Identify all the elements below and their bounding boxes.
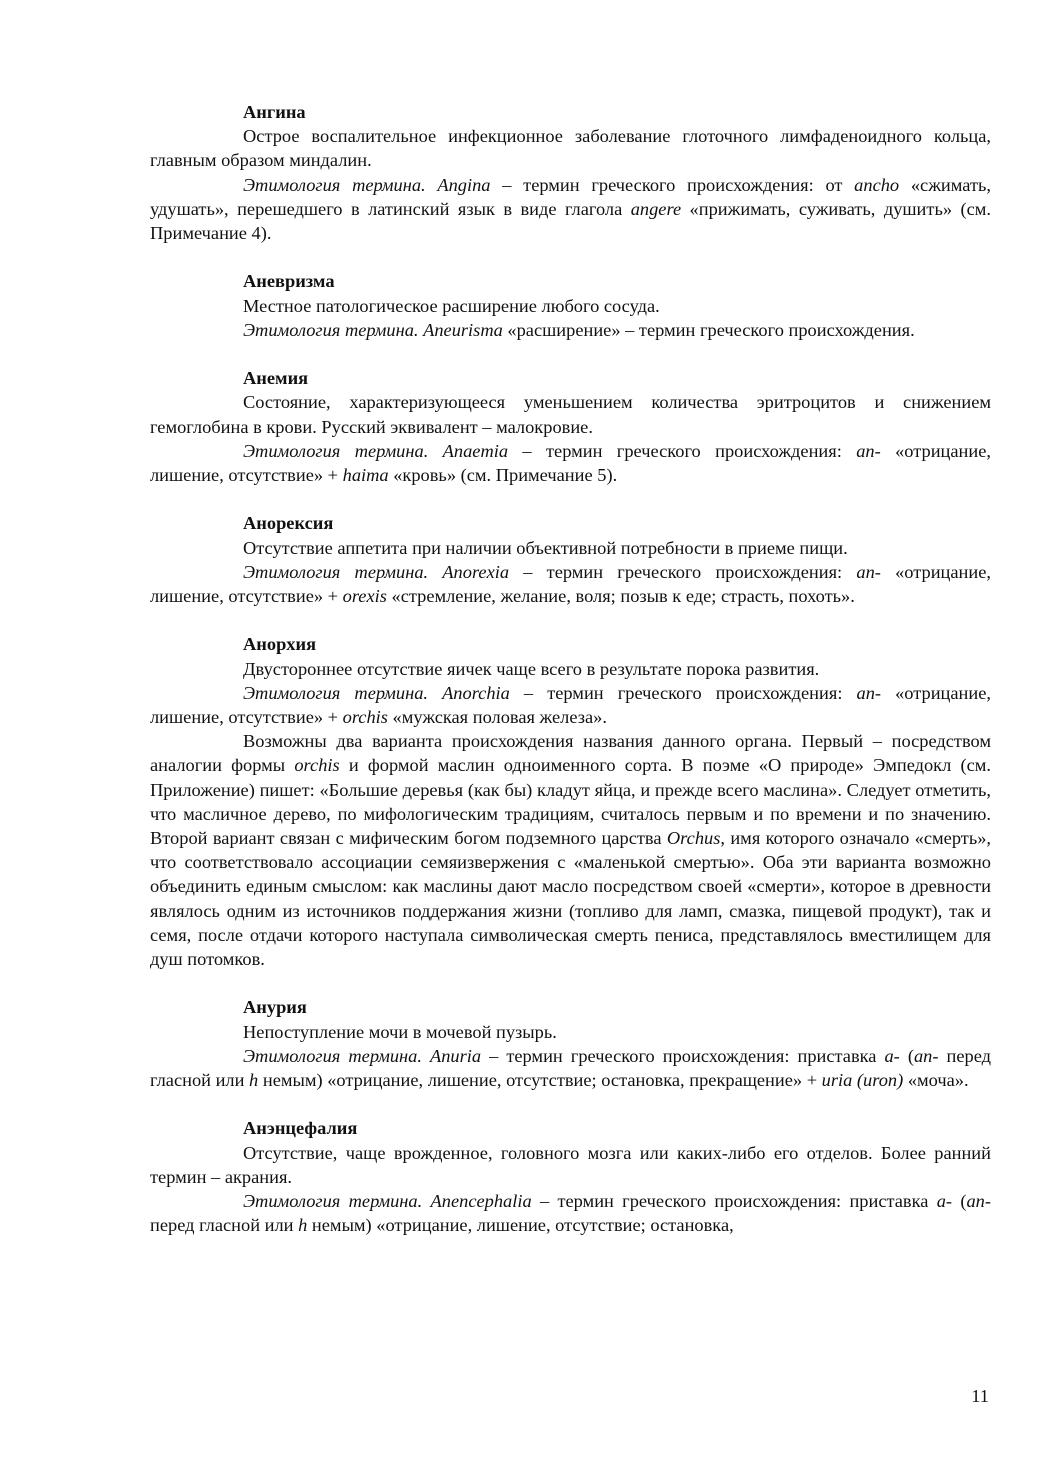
- entry-term: Анорексия: [243, 513, 334, 534]
- glossary-entries: [150, 100, 991, 1237]
- text-run: Острое воспалительное инфекционное заболевание глоточного лимфаденоидного кольца, главным образом миндалин.: [150, 126, 991, 171]
- glossary-entry: [150, 269, 991, 342]
- italic-text-run: orexis: [342, 586, 387, 607]
- italic-text-run: Orchus: [666, 828, 721, 849]
- italic-text-run: an-: [856, 440, 881, 461]
- entry-definition: [150, 1020, 991, 1044]
- italic-text-run: Этимология термина. Anaemia: [243, 440, 509, 461]
- italic-text-run: h: [249, 1070, 259, 1091]
- glossary-entry: [150, 1116, 991, 1237]
- text-run: «сжимать, удушать», перешедшего в латинский язык в виде глагола: [150, 174, 991, 219]
- italic-text-run: Этимология термина. Anencephalia: [243, 1191, 532, 1212]
- italic-text-run: Этимология термина. Angina: [243, 174, 491, 195]
- entry-term: Ангина: [243, 102, 306, 122]
- text-run: «отрицание, лишение, отсутствие» +: [150, 682, 992, 728]
- text-run: «стремление, желание, воля; позыв к еде; страсть, похоть».: [386, 586, 855, 607]
- italic-text-run: h: [298, 1215, 308, 1236]
- text-run: перед гласной или: [150, 1215, 299, 1236]
- text-run: «расширение» – термин греческого происхождения.: [502, 319, 915, 340]
- italic-text-run: ancho: [854, 174, 900, 195]
- entry-paragraph: [150, 560, 991, 608]
- glossary-entry: [150, 995, 991, 1092]
- document-page: [150, 100, 991, 1262]
- italic-text-run: angere: [630, 198, 682, 219]
- italic-text-run: orchis: [294, 755, 340, 776]
- text-run: Возможны два варианта происхождения названия данного органа. Первый – посредством аналогии формы: [150, 731, 991, 776]
- italic-text-run: Этимология термина. Aneurisma: [243, 319, 503, 340]
- text-run: перед гласной или: [150, 1045, 991, 1091]
- entry-paragraph: [150, 1189, 991, 1237]
- italic-text-run: a-: [884, 1045, 900, 1066]
- entry-paragraph: [150, 439, 991, 487]
- glossary-entry: [150, 511, 991, 608]
- text-run: немым) «отрицание, лишение, отсутствие; остановка,: [307, 1215, 734, 1236]
- italic-text-run: uria (uron): [821, 1070, 904, 1091]
- entry-paragraph: [150, 681, 991, 729]
- text-run: «отрицание, лишение, отсутствие» +: [150, 440, 991, 486]
- italic-text-run: Этимология термина. Anorchia: [243, 682, 510, 703]
- entry-definition: [150, 124, 991, 172]
- text-run: «прижимать, суживать, душить» (см. Примечание 4).: [150, 198, 991, 244]
- text-run: Местное патологическое расширение любого сосуда.: [243, 295, 660, 316]
- italic-text-run: haima: [342, 465, 389, 486]
- text-run: «моча».: [903, 1070, 969, 1091]
- text-run: немым) «отрицание, лишение, отсутствие; остановка, прекращение» +: [258, 1070, 822, 1091]
- italic-text-run: an-: [966, 1191, 991, 1212]
- glossary-entry: [150, 632, 991, 971]
- text-run: Состояние, характеризующееся уменьшением количества эритроцитов и снижением гемоглобина в крови. Русский эквивалент – малокровие.: [150, 392, 991, 437]
- text-run: – термин греческого происхождения: приставка: [481, 1045, 885, 1066]
- entry-paragraph: [150, 1044, 991, 1092]
- entry-definition: [150, 390, 991, 438]
- text-run: «отрицание, лишение, отсутствие» +: [150, 561, 991, 607]
- text-run: «кровь» (см. Примечание 5).: [388, 465, 618, 486]
- entry-paragraph: [150, 729, 991, 971]
- text-run: Двустороннее отсутствие яичек чаще всего в результате порока развития.: [243, 658, 820, 679]
- entry-term: Аневризма: [243, 271, 335, 292]
- text-run: (: [952, 1191, 967, 1212]
- text-run: Непоступление мочи в мочевой пузырь.: [243, 1021, 557, 1042]
- glossary-entry: [150, 366, 991, 487]
- entry-definition: [150, 1141, 991, 1189]
- italic-text-run: orchis: [342, 707, 388, 728]
- text-run: Отсутствие, чаще врожденное, головного мозга или каких-либо его отделов. Более ранний термин – акрания.: [150, 1142, 991, 1187]
- entry-term: Анорхия: [243, 634, 317, 655]
- text-run: – термин греческого происхождения: приставка: [531, 1191, 937, 1212]
- entry-term: Анурия: [243, 997, 307, 1018]
- text-run: (: [899, 1045, 914, 1066]
- text-run: и формой маслин одноименного сорта. В поэме «О природе» Эмпедокл (см. Приложение) пишет: «Большие деревья (как бы) кладут яйца, и прежде всего маслина». Следует отметить, что масличное дерево, по мифологическим традициям, считалось первым и по времени и по значению. Второй вариант связан с мифическим богом подземного царства: [150, 755, 991, 849]
- italic-text-run: an-: [913, 1045, 939, 1066]
- entry-definition: [150, 536, 991, 560]
- entry-paragraph: [150, 173, 991, 246]
- text-run: , имя которого означало «смерть», что соответствовало ассоциации семяизвержения с «маленькой смертью». Оба эти варианта возможно объединить единым смыслом: как маслины дают масло посредством своей «смерти», которое в древности являлось одним из источников поддержания жизни (топливо для ламп, смазка, пищевой продукт), так и семя, после отдачи которого наступала символическая смерть пениса, представлялось вместилищем для душ потомков.: [150, 828, 992, 970]
- text-run: – термин греческого происхождения: от: [490, 174, 855, 195]
- entry-definition: [150, 657, 991, 681]
- text-run: – термин греческого происхождения:: [509, 682, 857, 703]
- page-number: 11: [971, 1386, 989, 1406]
- entry-term: Анэнцефалия: [243, 1118, 358, 1139]
- entry-term: Анемия: [243, 368, 309, 389]
- text-run: «мужская половая железа».: [387, 707, 607, 728]
- italic-text-run: Этимология термина. Anuria: [243, 1045, 482, 1066]
- text-run: Отсутствие аппетита при наличии объективной потребности в приеме пищи.: [243, 537, 848, 558]
- italic-text-run: an-: [856, 682, 882, 703]
- text-run: – термин греческого происхождения:: [509, 561, 857, 582]
- entry-paragraph: [150, 318, 991, 342]
- text-run: – термин греческого происхождения:: [508, 440, 857, 461]
- entry-definition: [150, 294, 991, 318]
- italic-text-run: a-: [936, 1191, 953, 1212]
- italic-text-run: Этимология термина. Anorexia: [243, 561, 510, 582]
- glossary-entry: [150, 100, 991, 245]
- italic-text-run: an-: [856, 561, 881, 582]
